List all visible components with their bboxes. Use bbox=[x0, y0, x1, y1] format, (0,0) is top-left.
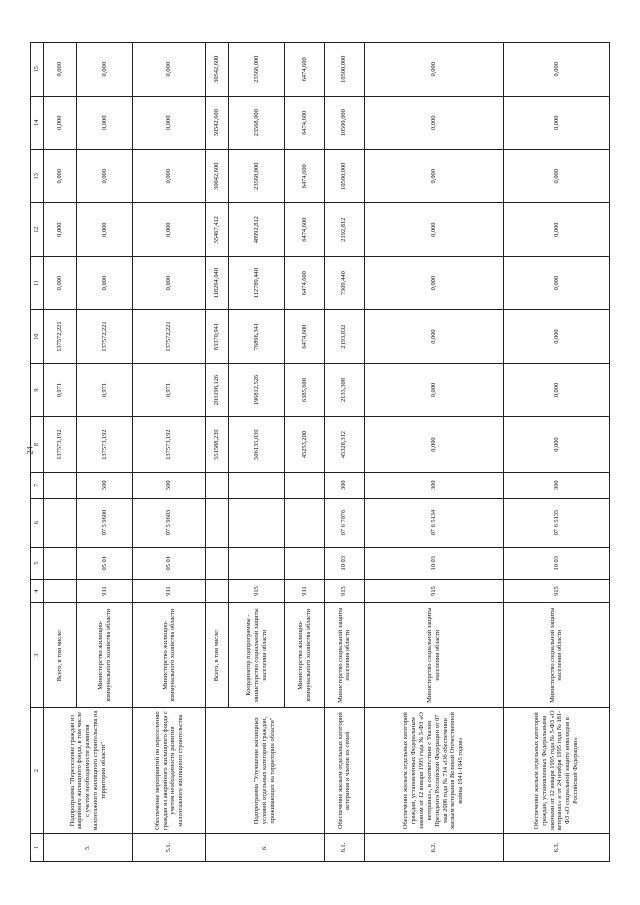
executor-cell: Всего, в том числе: bbox=[44, 603, 77, 708]
value-cell-c10: 137572,221 bbox=[76, 310, 133, 363]
value-cell-c11: 7309,440 bbox=[325, 256, 365, 309]
value-cell-c4: 911 bbox=[133, 579, 206, 603]
value-cell-c6 bbox=[44, 498, 77, 547]
value-cell-c13: 30042,600 bbox=[206, 150, 229, 203]
header-cell: 4 bbox=[31, 579, 44, 603]
value-cell-c14: 0,000 bbox=[76, 96, 133, 149]
value-cell-c12: 2192,812 bbox=[325, 203, 365, 256]
value-cell-c8: 551588,239 bbox=[206, 417, 229, 473]
value-cell-c10: 76896,341 bbox=[229, 310, 285, 363]
value-cell-c6 bbox=[206, 498, 229, 547]
value-cell-c6 bbox=[229, 498, 285, 547]
value-cell-c8: 137573,192 bbox=[44, 417, 77, 473]
value-cell-c14: 0,000 bbox=[133, 96, 206, 149]
value-cell-c13: 0,000 bbox=[44, 150, 77, 203]
value-cell-c9: 0,971 bbox=[44, 363, 77, 416]
value-cell-c10: 2193,832 bbox=[325, 310, 365, 363]
value-cell-c5 bbox=[44, 547, 77, 579]
value-cell-c14: 0,000 bbox=[44, 96, 77, 149]
executor-cell: Министерство социальной защиты населения области bbox=[325, 603, 365, 708]
value-cell-c15: 0,000 bbox=[133, 43, 206, 97]
value-cell-c15: 10500,000 bbox=[325, 43, 365, 97]
value-cell-c5 bbox=[285, 547, 325, 579]
value-cell-c6: 07 5 9603 bbox=[133, 498, 206, 547]
executor-cell: Министерство социальной защиты населения области bbox=[364, 603, 503, 708]
value-cell-c9: 196812,526 bbox=[229, 363, 285, 416]
program-name: Обеспечение жильем отдельных категорий граждан, установленных Федеральным законом от 12 января 1995 года № 5-ФЗ «О ветеранах», в соответствии с Указом Президента Российской Федерации от 07 мая 2008 года № 714 «Об обеспечении жильем ветеранов Великой Отечественной войны 1941-1945 годов» bbox=[364, 708, 503, 834]
budget-table bbox=[30, 42, 610, 862]
header-cell: 11 bbox=[31, 256, 44, 309]
rotated-table-container bbox=[30, 42, 610, 862]
executor-cell: Министерство жилищно-коммунального хозяйства области bbox=[133, 603, 206, 708]
value-cell-c4: 911 bbox=[285, 579, 325, 603]
value-cell-c9: 0,971 bbox=[133, 363, 206, 416]
value-cell-c5 bbox=[229, 547, 285, 579]
header-cell: 6 bbox=[31, 498, 44, 547]
header-cell: 5 bbox=[31, 547, 44, 579]
value-cell-c12: 0,000 bbox=[133, 203, 206, 256]
row-number: 6.3. bbox=[503, 834, 609, 862]
header-cell: 10 bbox=[31, 310, 44, 363]
value-cell-c8: 137573,192 bbox=[133, 417, 206, 473]
value-cell-c9: 203198,126 bbox=[206, 363, 229, 416]
value-cell-c11: 6474,600 bbox=[285, 256, 325, 309]
value-cell-c15: 0,000 bbox=[503, 43, 609, 97]
value-cell-c13: 0,000 bbox=[503, 150, 609, 203]
value-cell-c5: 10 03 bbox=[364, 547, 503, 579]
value-cell-c6: 07 6 5135 bbox=[503, 498, 609, 547]
value-cell-c9: 6385,600 bbox=[285, 363, 325, 416]
header-cell: 8 bbox=[31, 417, 44, 473]
value-cell-c9: 0,000 bbox=[364, 363, 503, 416]
value-cell-c14: 0,000 bbox=[364, 96, 503, 149]
value-cell-c6: 07 6 5134 bbox=[364, 498, 503, 547]
value-cell-c8: 45328,312 bbox=[325, 417, 365, 473]
program-name: Подпрограмма "Переселение граждан из аварийного жилищного фонда, в том числе с учетом необходимости развития малоэтажного жилищного строительства на территории области" bbox=[44, 708, 133, 834]
value-cell-c13: 6474,600 bbox=[285, 150, 325, 203]
header-cell: 12 bbox=[31, 203, 44, 256]
header-cell: 13 bbox=[31, 150, 44, 203]
page-number: 24 bbox=[25, 446, 35, 455]
program-name: Обеспечение жильем отдельных категорий ветеранов и членов их семей bbox=[325, 708, 365, 834]
value-cell-c15: 0,000 bbox=[76, 43, 133, 97]
value-cell-c11: 0,000 bbox=[76, 256, 133, 309]
value-cell-c4: 915 bbox=[229, 579, 285, 603]
value-cell-c4: 911 bbox=[76, 579, 133, 603]
value-cell-c8: 137573,192 bbox=[76, 417, 133, 473]
value-cell-c7: 300 bbox=[364, 472, 503, 498]
table-row bbox=[133, 43, 206, 862]
value-cell-c8: 0,000 bbox=[364, 417, 503, 473]
value-cell-c5: 10 03 bbox=[325, 547, 365, 579]
value-cell-c6: 07 5 9600 bbox=[76, 498, 133, 547]
value-cell-c13: 10500,000 bbox=[325, 150, 365, 203]
value-cell-c7 bbox=[206, 472, 229, 498]
value-cell-c7: 500 bbox=[76, 472, 133, 498]
value-cell-c12: 6474,600 bbox=[285, 203, 325, 256]
value-cell-c5 bbox=[206, 547, 229, 579]
value-cell-c12: 0,000 bbox=[364, 203, 503, 256]
value-cell-c13: 0,000 bbox=[76, 150, 133, 203]
executor-cell: Министерство жилищно-коммунального хозяйства области bbox=[76, 603, 133, 708]
value-cell-c5: 05 01 bbox=[76, 547, 133, 579]
value-cell-c11: 112789,440 bbox=[229, 256, 285, 309]
value-cell-c12: 48992,812 bbox=[229, 203, 285, 256]
value-cell-c7: 500 bbox=[133, 472, 206, 498]
value-cell-c5: 10 03 bbox=[503, 547, 609, 579]
value-cell-c15: 30542,600 bbox=[206, 43, 229, 97]
value-cell-c4 bbox=[206, 579, 229, 603]
header-cell: 3 bbox=[31, 603, 44, 708]
value-cell-c5: 05 01 bbox=[133, 547, 206, 579]
value-cell-c4 bbox=[44, 579, 77, 603]
value-cell-c7 bbox=[285, 472, 325, 498]
value-cell-c11: 0,000 bbox=[44, 256, 77, 309]
value-cell-c7 bbox=[44, 472, 77, 498]
value-cell-c9: 2133,308 bbox=[325, 363, 365, 416]
value-cell-c7: 300 bbox=[325, 472, 365, 498]
table-row bbox=[44, 43, 77, 862]
header-row bbox=[31, 43, 44, 862]
value-cell-c15: 0,000 bbox=[364, 43, 503, 97]
value-cell-c10: 137572,221 bbox=[44, 310, 77, 363]
header-cell: 2 bbox=[31, 708, 44, 834]
value-cell-c13: 23568,000 bbox=[229, 150, 285, 203]
value-cell-c13: 0,000 bbox=[133, 150, 206, 203]
program-name: Обеспечение жильем отдельных категорий граждан, установленных Федеральными законами от 12 января 1995 года № 5-ФЗ «О ветеранах» и от 24 ноября 1995 года № 181-ФЗ «О социальной защите инвалидов в Российской Федерации» bbox=[503, 708, 609, 834]
executor-cell: Всего, в том числе: bbox=[206, 603, 229, 708]
value-cell-c14: 23568,000 bbox=[229, 96, 285, 149]
header-cell: 15 bbox=[31, 43, 44, 97]
table-row bbox=[503, 43, 609, 862]
executor-cell: Министерство жилищно-коммунального хозяйства области bbox=[285, 603, 325, 708]
value-cell-c4: 915 bbox=[325, 579, 365, 603]
value-cell-c13: 0,000 bbox=[364, 150, 503, 203]
value-cell-c12: 0,000 bbox=[76, 203, 133, 256]
value-cell-c10: 83370,941 bbox=[206, 310, 229, 363]
value-cell-c15: 6474,600 bbox=[285, 43, 325, 97]
program-name: Подпрограмма "Улучшение жилищных условий отдельных категорий граждан, проживающих на территории области" bbox=[206, 708, 325, 834]
executor-cell: Министерство социальной защиты населения области bbox=[503, 603, 609, 708]
value-cell-c12: 0,000 bbox=[503, 203, 609, 256]
row-number: 6. bbox=[206, 834, 325, 862]
executor-cell: Координатор подпрограммы - министерство социальной защиты населения области bbox=[229, 603, 285, 708]
value-cell-c8: 45253,200 bbox=[285, 417, 325, 473]
value-cell-c14: 30542,600 bbox=[206, 96, 229, 149]
value-cell-c14: 10500,000 bbox=[325, 96, 365, 149]
value-cell-c9: 0,971 bbox=[76, 363, 133, 416]
value-cell-c8: 0,000 bbox=[503, 417, 609, 473]
value-cell-c11: 118264,040 bbox=[206, 256, 229, 309]
header-cell: 7 bbox=[31, 472, 44, 498]
value-cell-c10: 0,000 bbox=[503, 310, 609, 363]
value-cell-c10: 0,000 bbox=[364, 310, 503, 363]
value-cell-c8: 506135,039 bbox=[229, 417, 285, 473]
header-cell: 9 bbox=[31, 363, 44, 416]
value-cell-c14: 6474,600 bbox=[285, 96, 325, 149]
value-cell-c15: 0,000 bbox=[44, 43, 77, 97]
program-name: Обеспечение мероприятий по переселению граждан из аварийного жилищного фонда с учетом необходимости развития малоэтажного жилищного строительства bbox=[133, 708, 206, 834]
value-cell-c10: 137572,221 bbox=[133, 310, 206, 363]
value-cell-c15: 23568,000 bbox=[229, 43, 285, 97]
row-number: 6.1. bbox=[325, 834, 365, 862]
value-cell-c14: 0,000 bbox=[503, 96, 609, 149]
value-cell-c7: 300 bbox=[503, 472, 609, 498]
row-number: 5.1. bbox=[133, 834, 206, 862]
value-cell-c4: 915 bbox=[503, 579, 609, 603]
value-cell-c11: 0,000 bbox=[503, 256, 609, 309]
header-cell: 1 bbox=[31, 834, 44, 862]
table-row bbox=[364, 43, 503, 862]
value-cell-c12: 55467,412 bbox=[206, 203, 229, 256]
value-cell-c7 bbox=[229, 472, 285, 498]
value-cell-c11: 0,000 bbox=[364, 256, 503, 309]
value-cell-c6 bbox=[285, 498, 325, 547]
row-number: 6.2. bbox=[364, 834, 503, 862]
value-cell-c6: 07 6 7076 bbox=[325, 498, 365, 547]
row-number: 5. bbox=[44, 834, 133, 862]
table-row bbox=[325, 43, 365, 862]
table-row bbox=[206, 43, 229, 862]
value-cell-c9: 0,000 bbox=[503, 363, 609, 416]
value-cell-c4: 915 bbox=[364, 579, 503, 603]
value-cell-c11: 0,000 bbox=[133, 256, 206, 309]
header-cell: 14 bbox=[31, 96, 44, 149]
value-cell-c12: 0,000 bbox=[44, 203, 77, 256]
value-cell-c10: 6474,600 bbox=[285, 310, 325, 363]
